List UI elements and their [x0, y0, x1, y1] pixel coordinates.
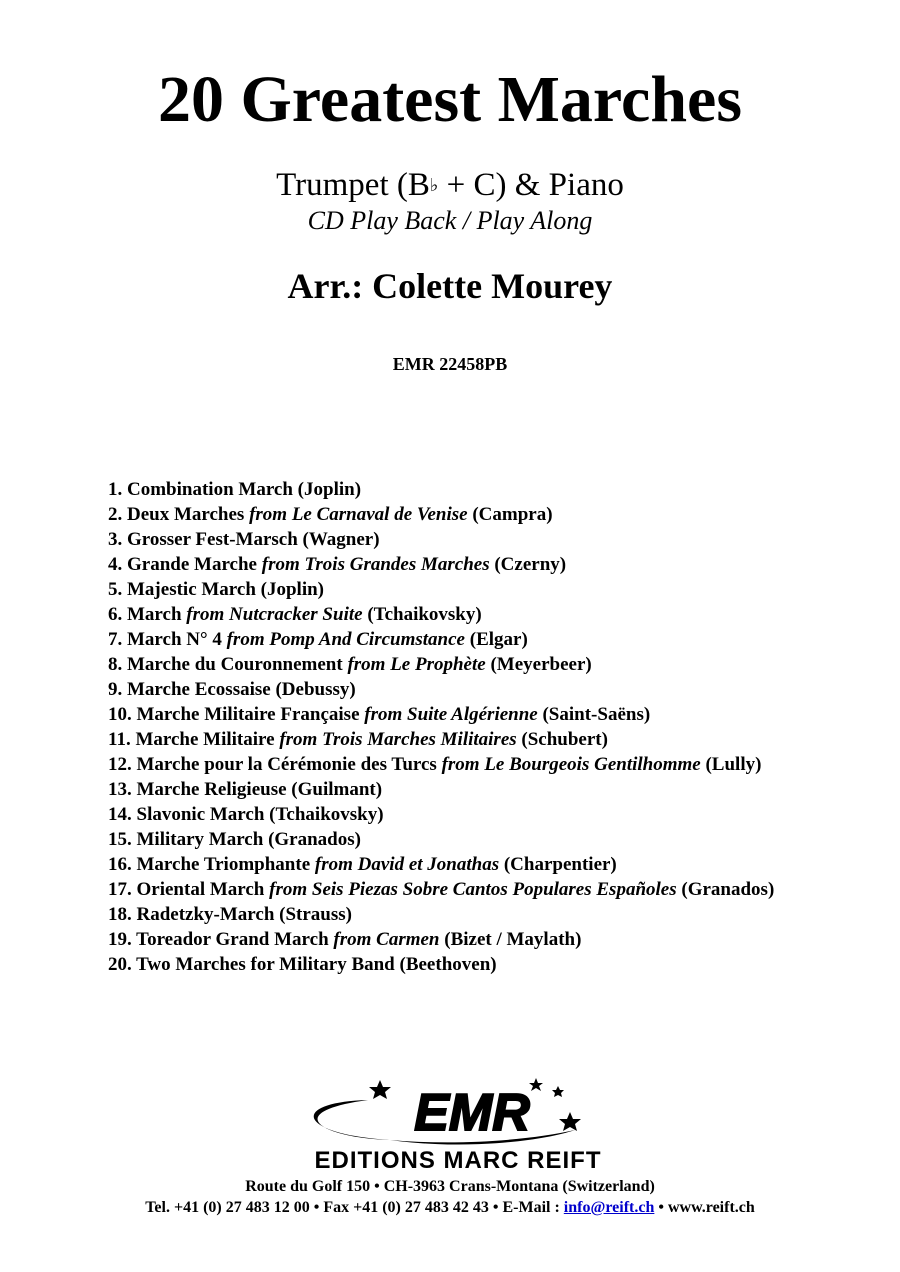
email-link[interactable]: info@reift.ch: [563, 1199, 655, 1216]
march-source: from Carmen: [333, 929, 440, 950]
contents-item: [108, 652, 774, 677]
emr-logo: [240, 1072, 680, 1172]
contents-item: [108, 677, 774, 702]
march-title: 15. Military March: [108, 829, 264, 850]
march-title: 4. Grande Marche: [108, 554, 262, 575]
star-icon: [369, 1080, 391, 1099]
march-source: from Suite Algérienne: [364, 704, 538, 725]
instrumentation: [0, 165, 900, 209]
contents-item: [108, 802, 774, 827]
march-composer: (Guilmant): [286, 779, 383, 800]
catalog-number: EMR 22458PB: [392, 354, 508, 374]
march-title: 20. Two Marches for Military Band: [108, 954, 395, 975]
march-title: 18. Radetzky-March: [108, 904, 275, 925]
contents-item: [108, 627, 774, 652]
contents-item: [108, 752, 774, 777]
contents-item: [108, 852, 774, 877]
page-title: 20 Greatest Marches: [157, 63, 743, 136]
publisher-contact: [0, 1197, 900, 1219]
march-title: 19. Toreador Grand March: [108, 929, 334, 950]
march-title: 11. Marche Militaire: [108, 729, 280, 750]
march-title: 9. Marche Ecossaise: [108, 679, 271, 700]
contents-item: [108, 602, 774, 627]
contact-phone-fax: Tel. +41 (0) 27 483 12 00 • Fax +41 (0) 27 483 42 43 • E-Mail :: [145, 1199, 564, 1216]
march-title: 7. March N° 4: [108, 629, 227, 650]
instrumentation-post: + C) & Piano: [438, 167, 624, 203]
march-composer: (Elgar): [465, 629, 528, 650]
star-icon: [529, 1078, 543, 1091]
instrumentation-pre: Trumpet (B: [276, 167, 430, 203]
contents-item: [108, 502, 774, 527]
flat-sign: ♭: [429, 175, 439, 195]
march-source: from Trois Marches Militaires: [279, 729, 517, 750]
march-title: 10. Marche Militaire Française: [108, 704, 365, 725]
march-title: 16. Marche Triomphante: [108, 854, 315, 875]
march-composer: (Beethoven): [394, 954, 497, 975]
march-composer: (Joplin): [255, 579, 325, 600]
logo-publisher: EDITIONS MARC REIFT: [314, 1147, 602, 1172]
star-icon: [559, 1112, 581, 1131]
contents-item: [108, 927, 774, 952]
contents-item: [108, 877, 774, 902]
march-source: from David et Jonathas: [314, 854, 500, 875]
march-composer: (Schubert): [516, 729, 608, 750]
march-source: from Le Prophète: [347, 654, 486, 675]
march-composer: (Lully): [700, 754, 762, 775]
publisher-address: Route du Golf 150 • CH-3963 Crans-Montana (Switzerland): [245, 1178, 655, 1195]
march-composer: (Saint-Saëns): [537, 704, 651, 725]
march-title: 3. Grosser Fest-Marsch: [108, 529, 298, 550]
contents-item: [108, 902, 774, 927]
march-composer: (Tchaikovsky): [264, 804, 384, 825]
march-title: 12. Marche pour la Cérémonie des Turcs: [108, 754, 442, 775]
march-composer: (Wagner): [297, 529, 380, 550]
march-composer: (Tchaikovsky): [362, 604, 482, 625]
contents-item: [108, 477, 774, 502]
contents-list: [108, 477, 774, 977]
contents-item: [108, 577, 774, 602]
playback-note: CD Play Back / Play Along: [307, 206, 593, 235]
march-composer: (Granados): [676, 879, 775, 900]
logo-swoosh: [314, 1100, 390, 1140]
march-title: 2. Deux Marches: [108, 504, 250, 525]
contents-item: [108, 527, 774, 552]
contents-item: [108, 777, 774, 802]
contents-item: [108, 952, 774, 977]
march-source: from Nutcracker Suite: [186, 604, 363, 625]
star-icon: [552, 1086, 564, 1097]
march-source: from Trois Grandes Marches: [261, 554, 490, 575]
contents-item: [108, 552, 774, 577]
march-title: 14. Slavonic March: [108, 804, 265, 825]
march-composer: (Strauss): [274, 904, 352, 925]
contents-item: [108, 827, 774, 852]
march-title: 17. Oriental March: [108, 879, 270, 900]
logo-mark: EMR: [414, 1084, 530, 1142]
march-composer: (Czerny): [489, 554, 567, 575]
march-source: from Le Bourgeois Gentilhomme: [441, 754, 701, 775]
march-title: 8. Marche du Couronnement: [108, 654, 348, 675]
march-composer: (Joplin): [292, 479, 362, 500]
march-source: from Le Carnaval de Venise: [249, 504, 468, 525]
contents-item: [108, 702, 774, 727]
march-title: 5. Majestic March: [108, 579, 256, 600]
march-title: 6. March: [108, 604, 187, 625]
contents-item: [108, 727, 774, 752]
march-composer: (Campra): [467, 504, 553, 525]
march-composer: (Charpentier): [499, 854, 617, 875]
march-composer: (Debussy): [270, 679, 356, 700]
march-title: 13. Marche Religieuse: [108, 779, 287, 800]
arranger: Arr.: Colette Mourey: [287, 266, 613, 306]
contact-website: • www.reift.ch: [654, 1199, 755, 1216]
march-composer: (Bizet / Maylath): [439, 929, 582, 950]
march-composer: (Meyerbeer): [485, 654, 592, 675]
march-source: from Pomp And Circumstance: [226, 629, 465, 650]
march-title: 1. Combination March: [108, 479, 293, 500]
march-composer: (Granados): [263, 829, 361, 850]
march-source: from Seis Piezas Sobre Cantos Populares Españoles: [269, 879, 677, 900]
